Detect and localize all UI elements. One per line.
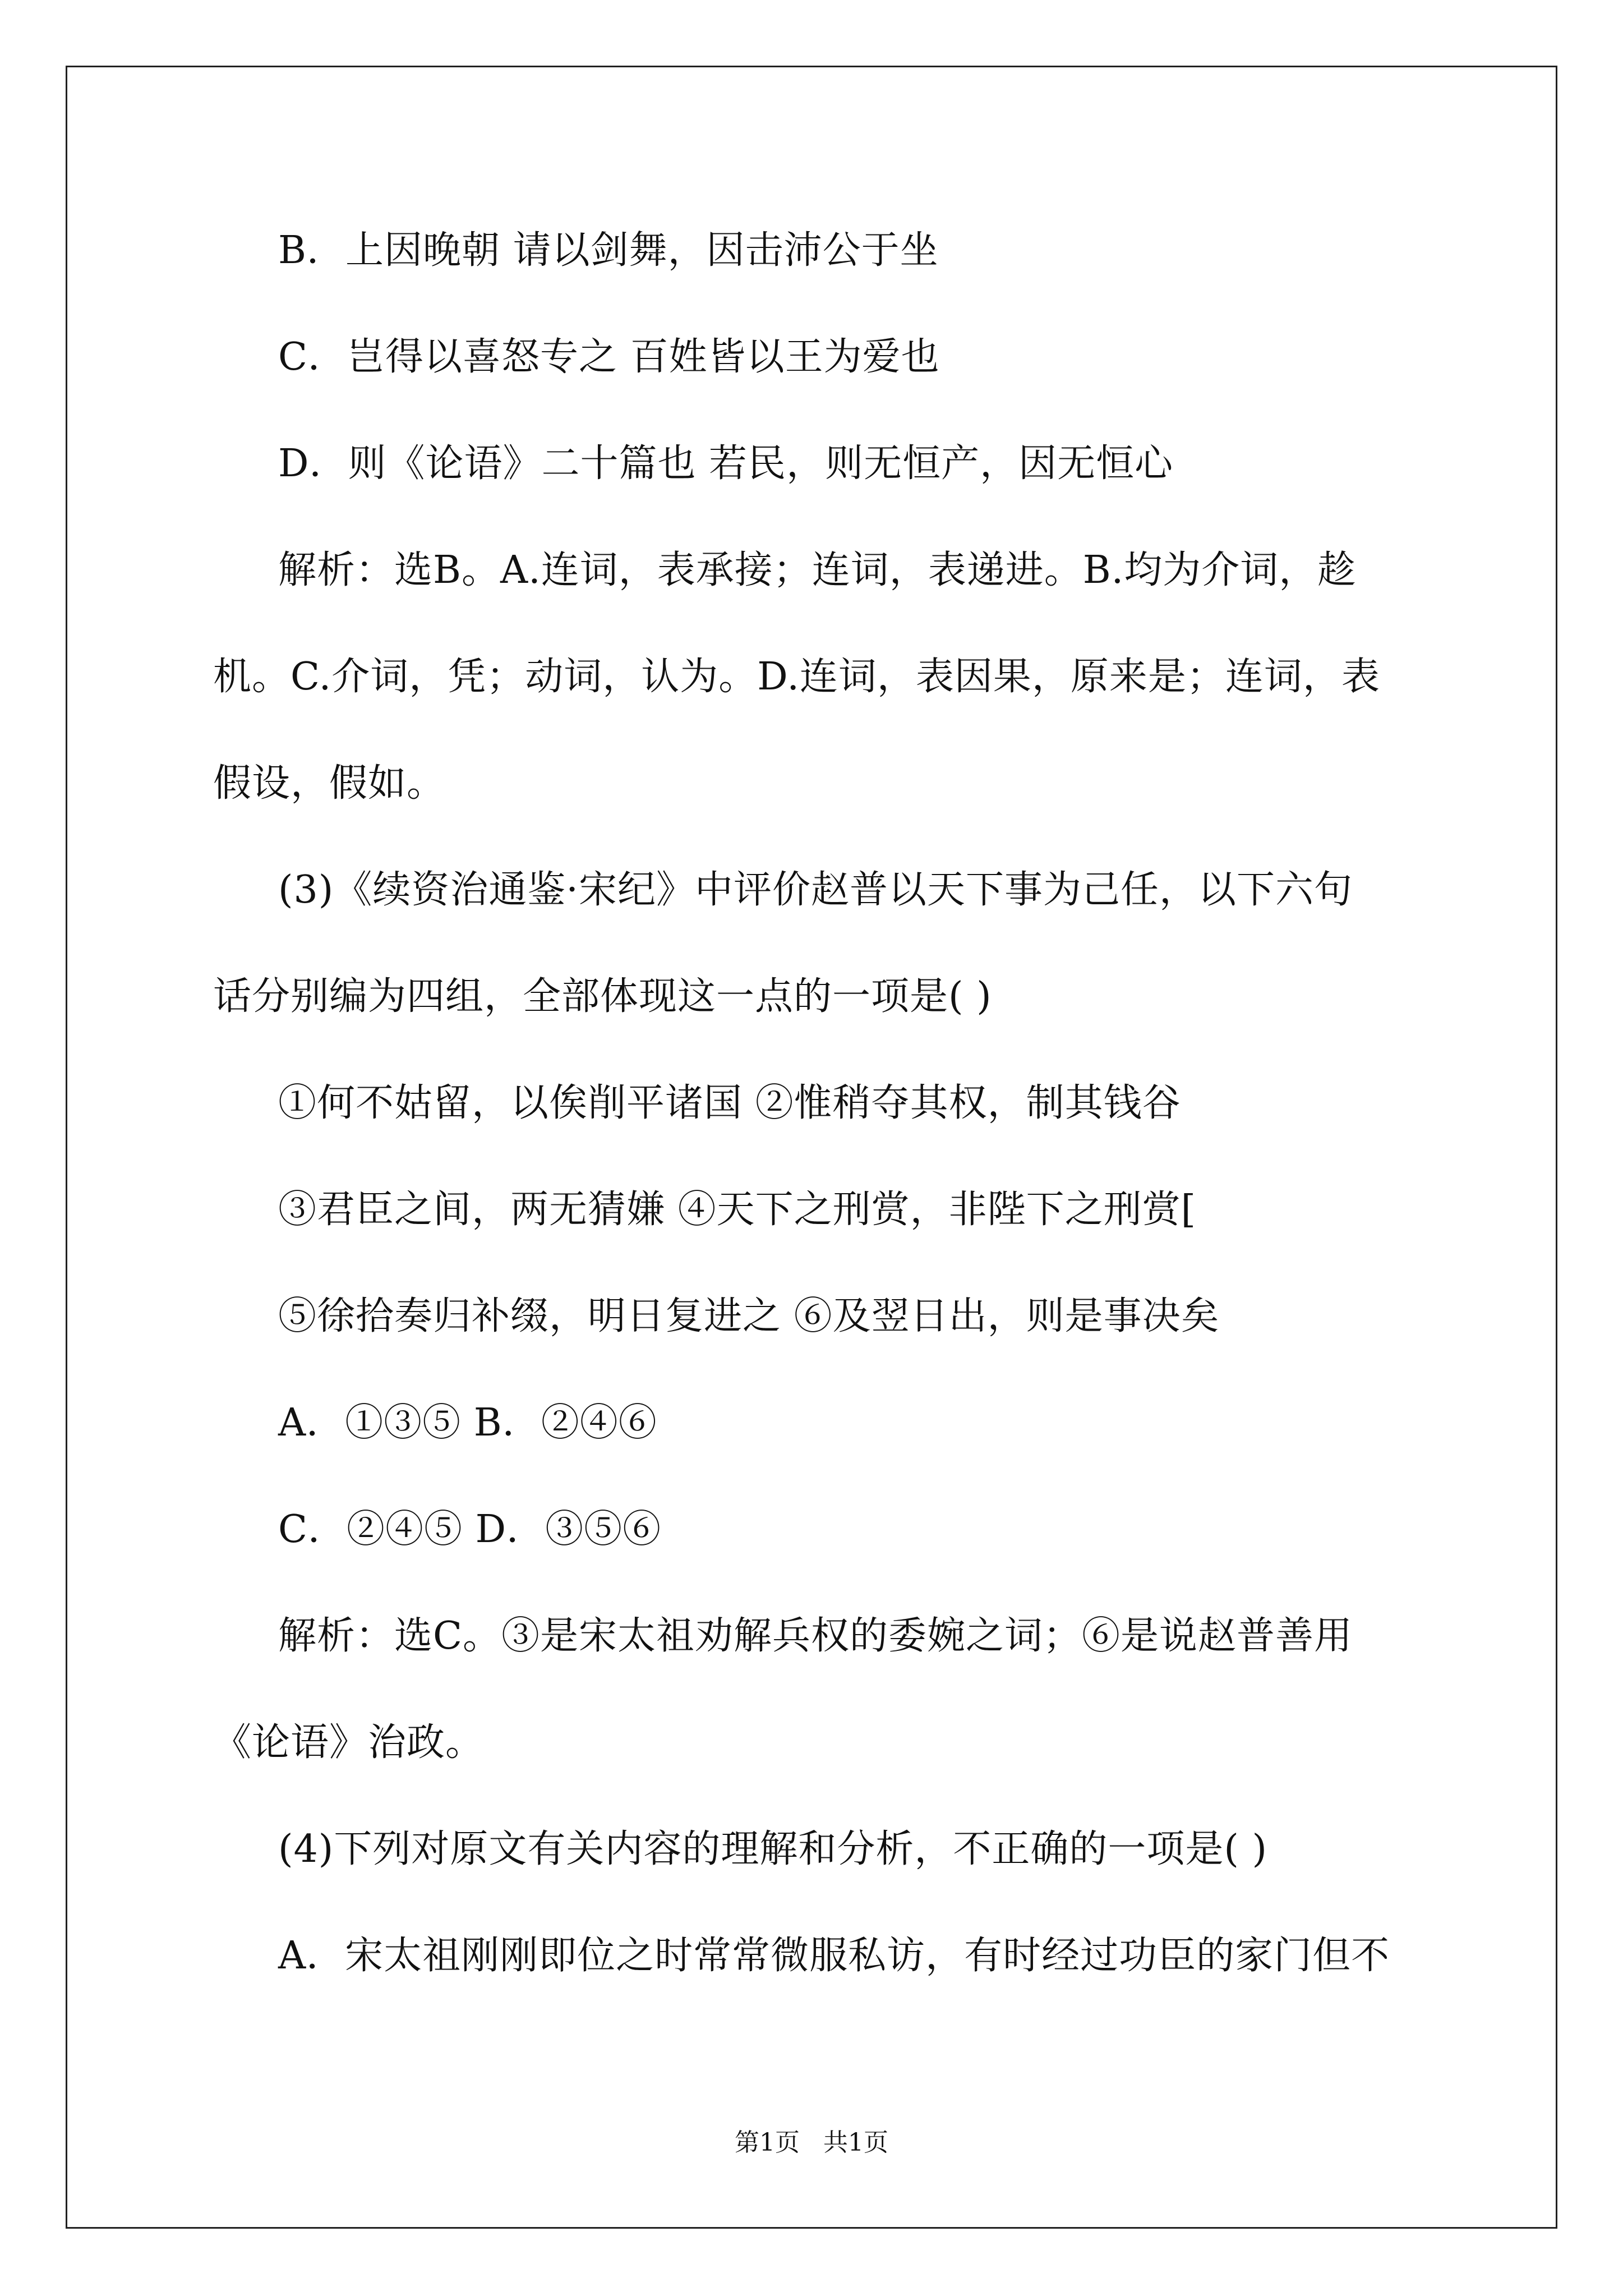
- text-line-analysis-2: 机。C.介词，凭；动词，认为。D.连词，表因果，原来是；连词，表: [213, 655, 1380, 699]
- text-line-sentences-5-6: ⑤徐拾奏归补缀，明日复进之 ⑥及翌日出，则是事决矣: [278, 1294, 1220, 1338]
- text-line-option-d: D．则《论语》二十篇也 若民，则无恒产，因无恒心: [278, 441, 1174, 486]
- text-line-option-b: B．上因晚朝 请以剑舞，因击沛公于坐: [278, 228, 939, 273]
- text-line-question-3b: 话分别编为四组，全部体现这一点的一项是( ): [213, 974, 992, 1019]
- text-line-sentences-3-4: ③君臣之间，两无猜嫌 ④天下之刑赏，非陛下之刑赏[: [278, 1188, 1197, 1232]
- page-border: [66, 66, 1557, 2229]
- text-line-question-4-option-a: A．宋太祖刚刚即位之时常常微服私访，有时经过功臣的家门但不: [278, 1934, 1390, 1978]
- text-line-analysis-3: 假设，假如。: [213, 761, 446, 806]
- text-line-analysis-1: 解析：选B。A.连词，表承接；连词，表递进。B.均为介词，趁: [278, 548, 1357, 592]
- page-number: 第1页: [735, 2128, 800, 2157]
- text-line-analysis-q3b: 《论语》治政。: [213, 1720, 485, 1765]
- text-line-option-c: C．岂得以喜怒专之 百姓皆以王为爱也: [278, 335, 940, 379]
- page-footer: [0, 2126, 1623, 2160]
- text-line-choices-cd: C．②④⑤ D．③⑤⑥: [278, 1507, 662, 1552]
- text-line-question-4: (4)下列对原文有关内容的理解和分析，不正确的一项是( ): [278, 1827, 1267, 1871]
- text-line-analysis-q3a: 解析：选C。③是宋太祖劝解兵权的委婉之词；⑥是说赵普善用: [278, 1614, 1353, 1658]
- page-total: 共1页: [823, 2128, 888, 2157]
- text-line-choices-ab: A．①③⑤ B．②④⑥: [278, 1401, 657, 1445]
- text-line-question-3a: (3)《续资治通鉴·宋纪》中评价赵普以天下事为己任，以下六句: [278, 868, 1353, 912]
- text-line-sentences-1-2: ①何不姑留，以俟削平诸国 ②惟稍夺其权，制其钱谷: [278, 1081, 1181, 1125]
